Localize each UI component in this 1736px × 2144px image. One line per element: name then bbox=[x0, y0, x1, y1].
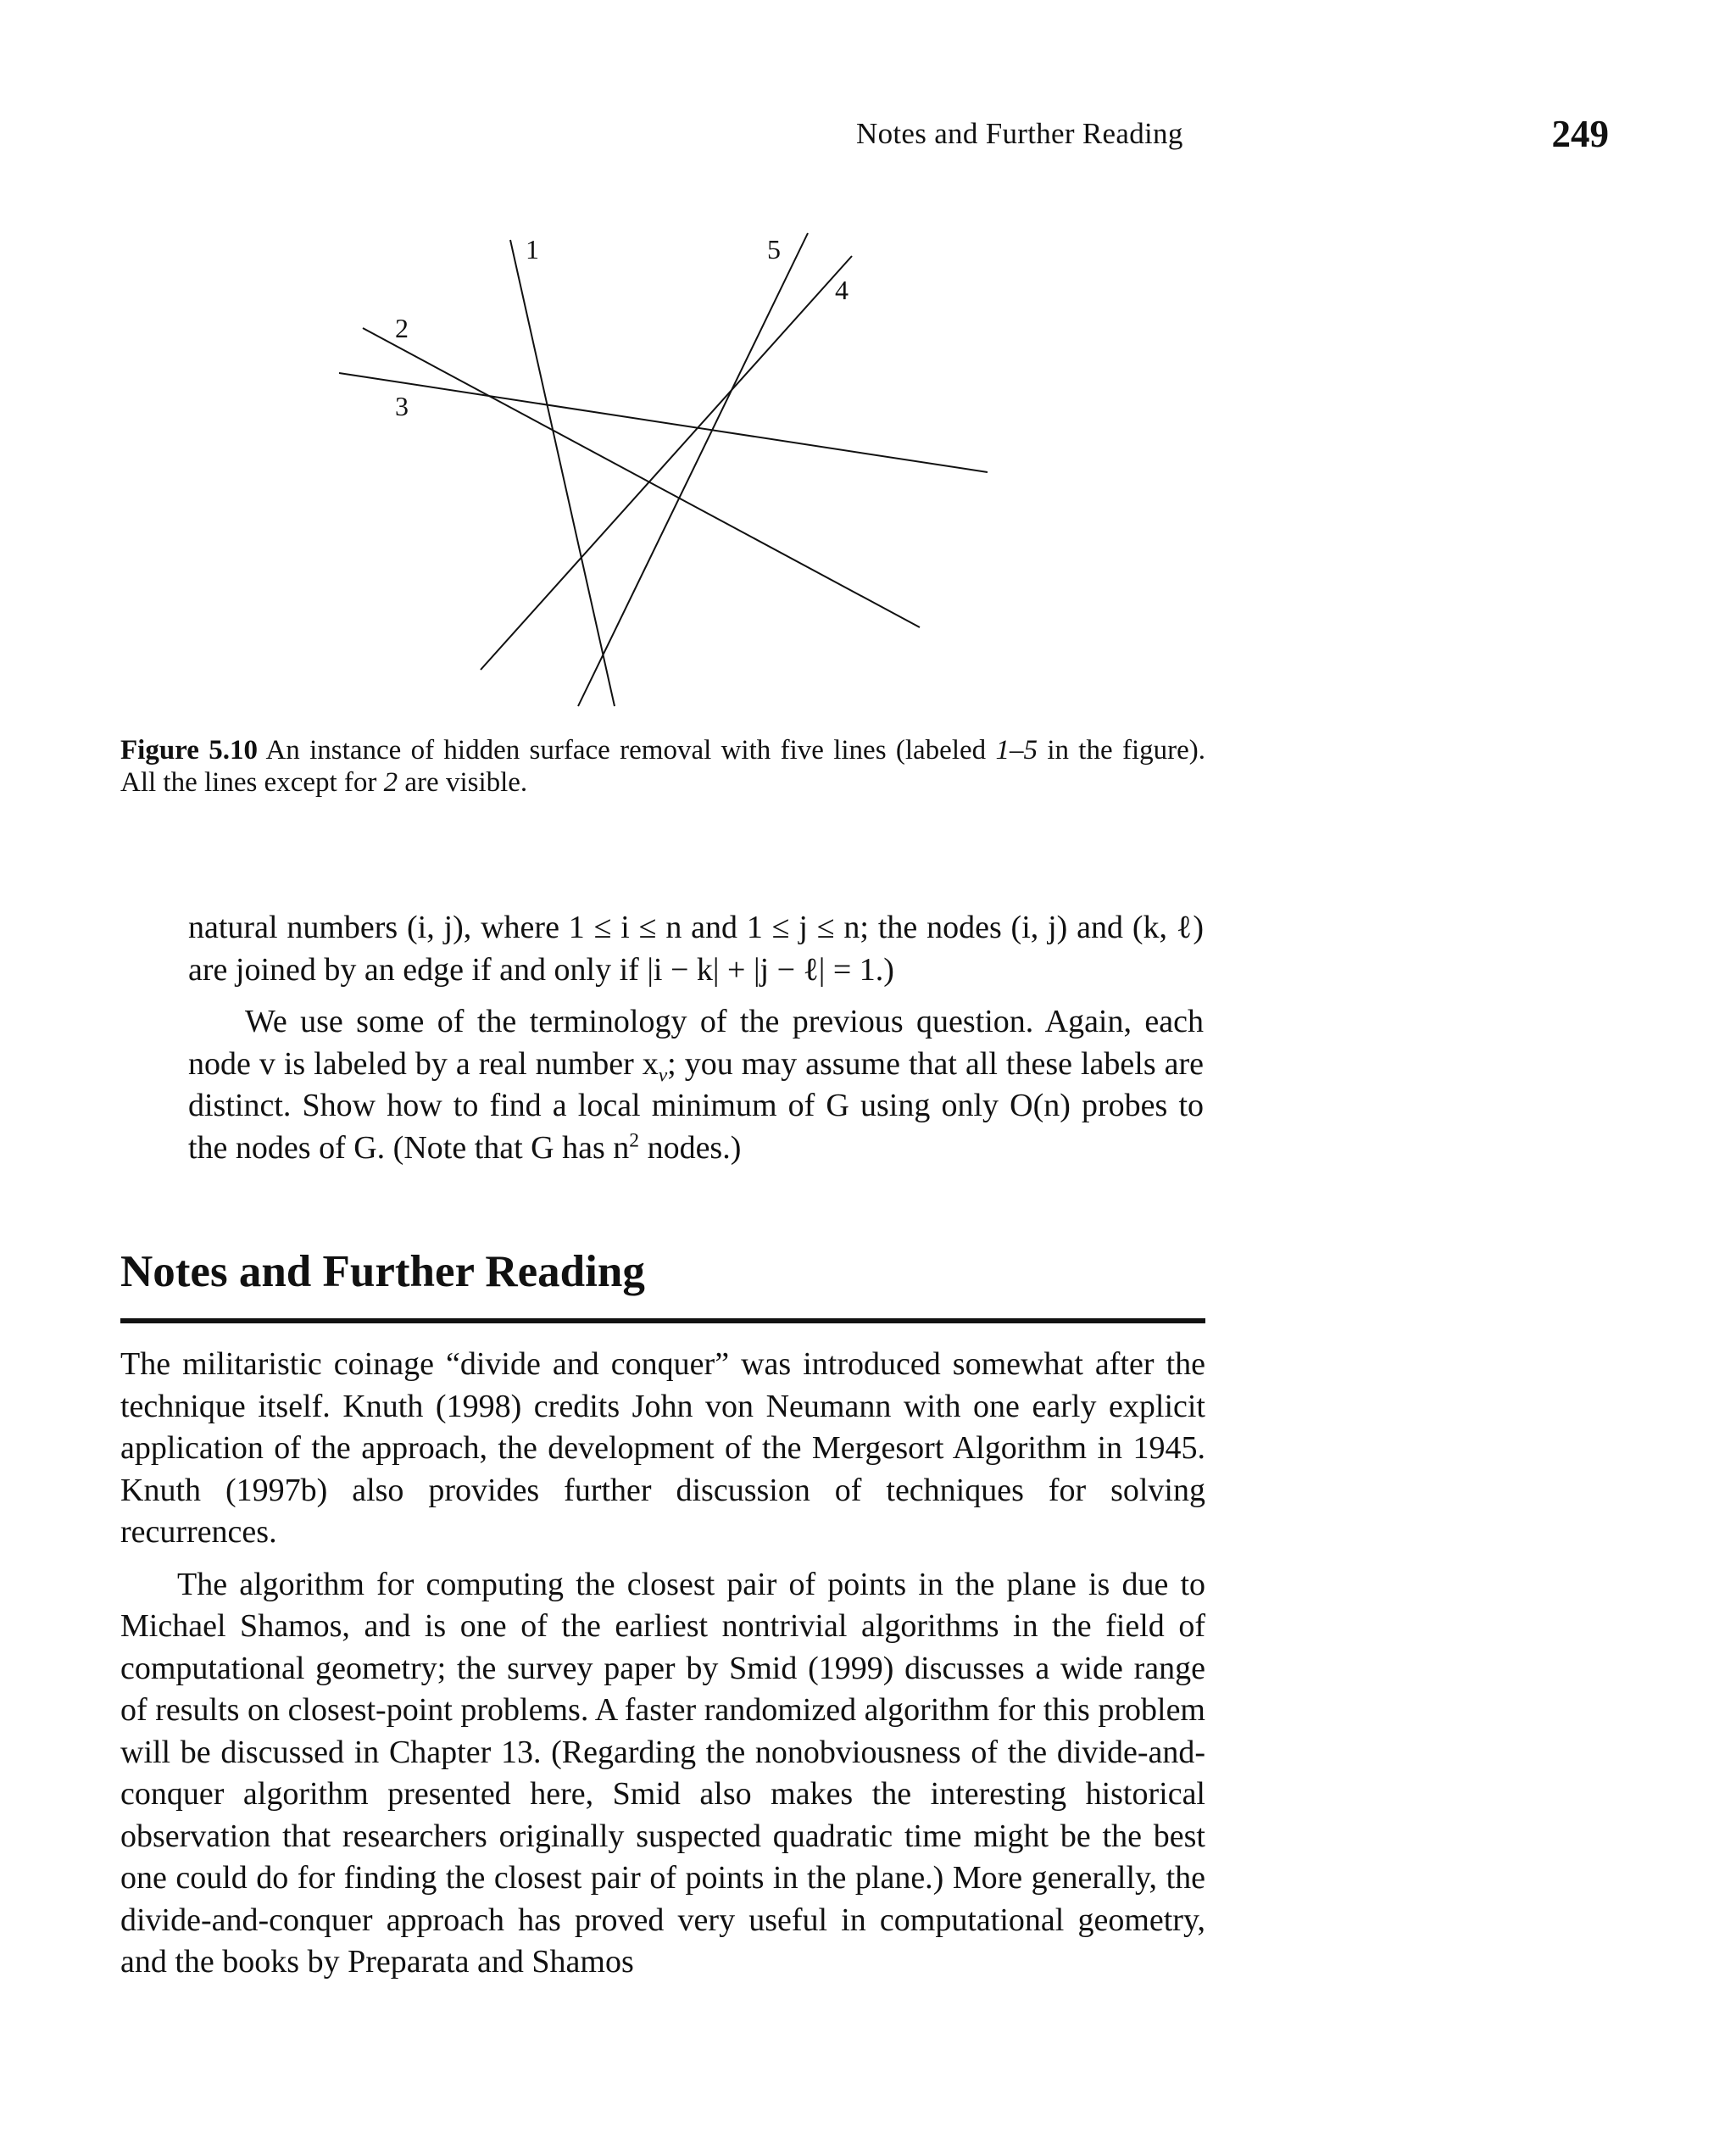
exercise-p2-sub: v bbox=[658, 1064, 668, 1087]
exercise-p2-c: nodes.) bbox=[639, 1129, 742, 1166]
figure-label-1: 1 bbox=[526, 234, 539, 265]
section-title: Notes and Further Reading bbox=[120, 1247, 645, 1296]
figure-line-1 bbox=[510, 240, 615, 706]
figure-line-3 bbox=[339, 373, 988, 472]
exercise-continuation bbox=[188, 907, 1204, 1169]
figure-caption bbox=[120, 734, 1205, 799]
exercise-paragraph-2 bbox=[188, 1001, 1204, 1169]
exercise-paragraph-1: natural numbers (i, j), where 1 ≤ i ≤ n and 1 ≤ j ≤ n; the nodes (i, j) and (k, ℓ) are joined by an edge if and only if |i − k| + |j − ℓ| = 1.) bbox=[188, 910, 1204, 988]
figure-caption-label: Figure 5.10 bbox=[120, 735, 258, 766]
running-head: Notes and Further Reading bbox=[856, 117, 1183, 150]
figure-caption-text-1: An instance of hidden surface removal with five lines (labeled bbox=[257, 735, 996, 766]
figure-line-2 bbox=[363, 328, 920, 627]
figure-caption-range: 1–5 bbox=[995, 735, 1038, 766]
exercise-p2-b: ; you may assume that all these labels are distinct. Show how to find a local minimum of G using only O(n) probes to the nodes of G. (Note that G has n bbox=[188, 1045, 1204, 1166]
section-rule bbox=[120, 1318, 1205, 1323]
exercise-p2-a: We use some of the terminology of the previous question. Again, each node v is labeled by a real number x bbox=[188, 1004, 1204, 1082]
figure-caption-line: 2 bbox=[383, 767, 398, 798]
notes-paragraph-2: The algorithm for computing the closest pair of points in the plane is due to Michael Shamos, and is one of the earliest nontrivial algorithms in the field of computational geometry; the survey paper by Smid (1999) discusses a wide range of results on closest-point problems. A faster randomized algorithm for this problem will be discussed in Chapter 13. (Regarding the nonobviousness of the divide-and-conquer algorithm presented here, Smid also makes the interesting historical observation that researchers originally suspected quadratic time might be the best one could do for finding the closest pair of points in the plane.) More generally, the divide-and-conquer approach has proved very useful in computational geometry, and the books by Preparata and Shamos bbox=[120, 1566, 1205, 1980]
page-number: 249 bbox=[1551, 113, 1609, 155]
notes-paragraph-1: The militaristic coinage “divide and conquer” was introduced somewhat after the technique itself. Knuth (1998) credits John von Neumann with one early explicit application of the approach, the development of the Mergesort Algorithm in 1945. Knuth (1997b) also provides further discussion of techniques for solving recurrences. bbox=[120, 1346, 1205, 1550]
figure-label-3: 3 bbox=[395, 391, 409, 421]
hidden-surface-figure bbox=[0, 0, 1736, 729]
figure-line-5 bbox=[578, 233, 808, 706]
figure-caption-text-2: in the figure). All the lines except for bbox=[120, 735, 1205, 798]
figure-line-4 bbox=[481, 256, 852, 670]
notes-body bbox=[120, 1344, 1205, 1984]
figure-label-2: 2 bbox=[395, 313, 409, 343]
figure-label-5: 5 bbox=[767, 234, 781, 265]
exercise-p2-sup: 2 bbox=[629, 1128, 640, 1151]
figure-label-4: 4 bbox=[835, 275, 849, 305]
figure-caption-text-3: are visible. bbox=[398, 767, 528, 798]
